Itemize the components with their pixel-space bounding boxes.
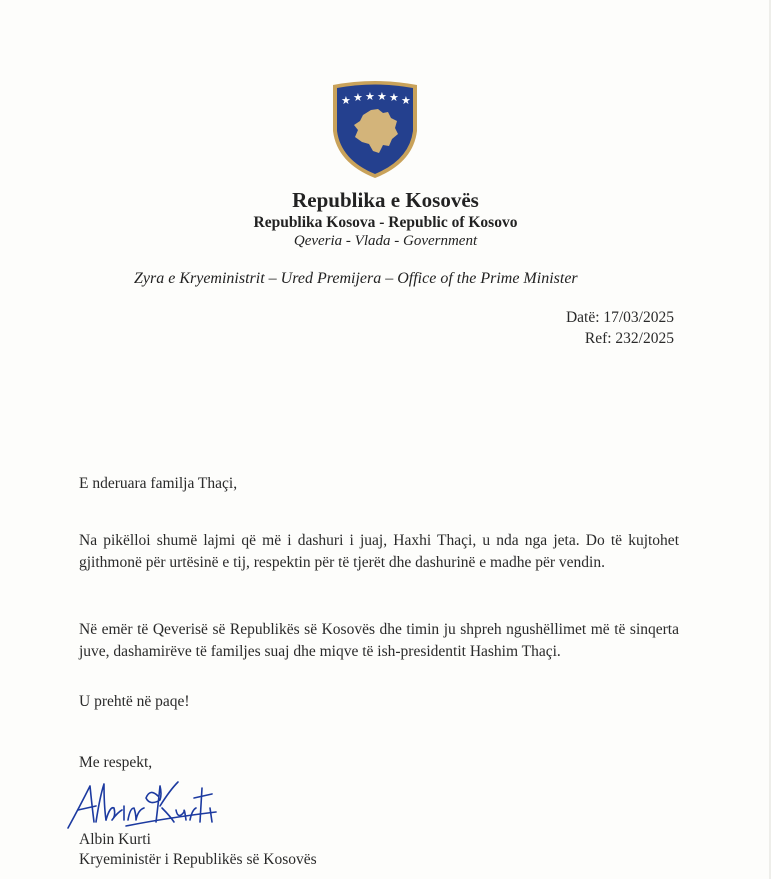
letter-date: Datë: 17/03/2025 <box>565 309 674 326</box>
svg-text:★: ★ <box>401 94 411 107</box>
body-paragraph: Në emër të Qeverisë së Republikës së Kosovës dhe timin ju shpreh ngushëllimet më të sinqerta juve, dashamirëve të familjes suaj dhe miqve të ish-presidentit Hashim Thaçi. <box>79 621 679 660</box>
signatory-title: Kryeministër i Republikës së Kosovës <box>79 851 317 868</box>
handwritten-signature <box>66 776 226 832</box>
body-paragraph: Na pikëlloi shumë lajmi që më i dashuri i juaj, Haxhi Thaçi, u nda nga jeta. Do të kujtohet gjithmonë për urtësinë e tij, respektin për të tjerët dhe dashurinë e madhe për vendin. <box>79 532 679 571</box>
letterhead-title: Republika e Kosovës <box>292 188 479 212</box>
svg-text:★: ★ <box>377 90 387 103</box>
svg-text:★: ★ <box>341 94 351 107</box>
letterhead-subtitle: Republika Kosova - Republic of Kosovo <box>253 214 518 231</box>
svg-text:★: ★ <box>365 90 375 103</box>
closing: Me respekt, <box>79 754 153 771</box>
kosovo-coat-of-arms-icon <box>331 79 419 179</box>
svg-text:★: ★ <box>353 91 363 104</box>
letterhead-government: Qeveria - Vlada - Government <box>293 233 478 249</box>
letterhead-office: Zyra e Kryeministrit – Ured Premijera – Office of the Prime Minister <box>134 270 578 287</box>
svg-text:★: ★ <box>389 91 399 104</box>
signatory-name: Albin Kurti <box>79 831 151 848</box>
letter-reference: Ref: 232/2025 <box>584 330 674 347</box>
salutation: E nderuara familja Thaçi, <box>79 475 238 492</box>
body-paragraph: U prehtë në paqe! <box>79 693 190 710</box>
